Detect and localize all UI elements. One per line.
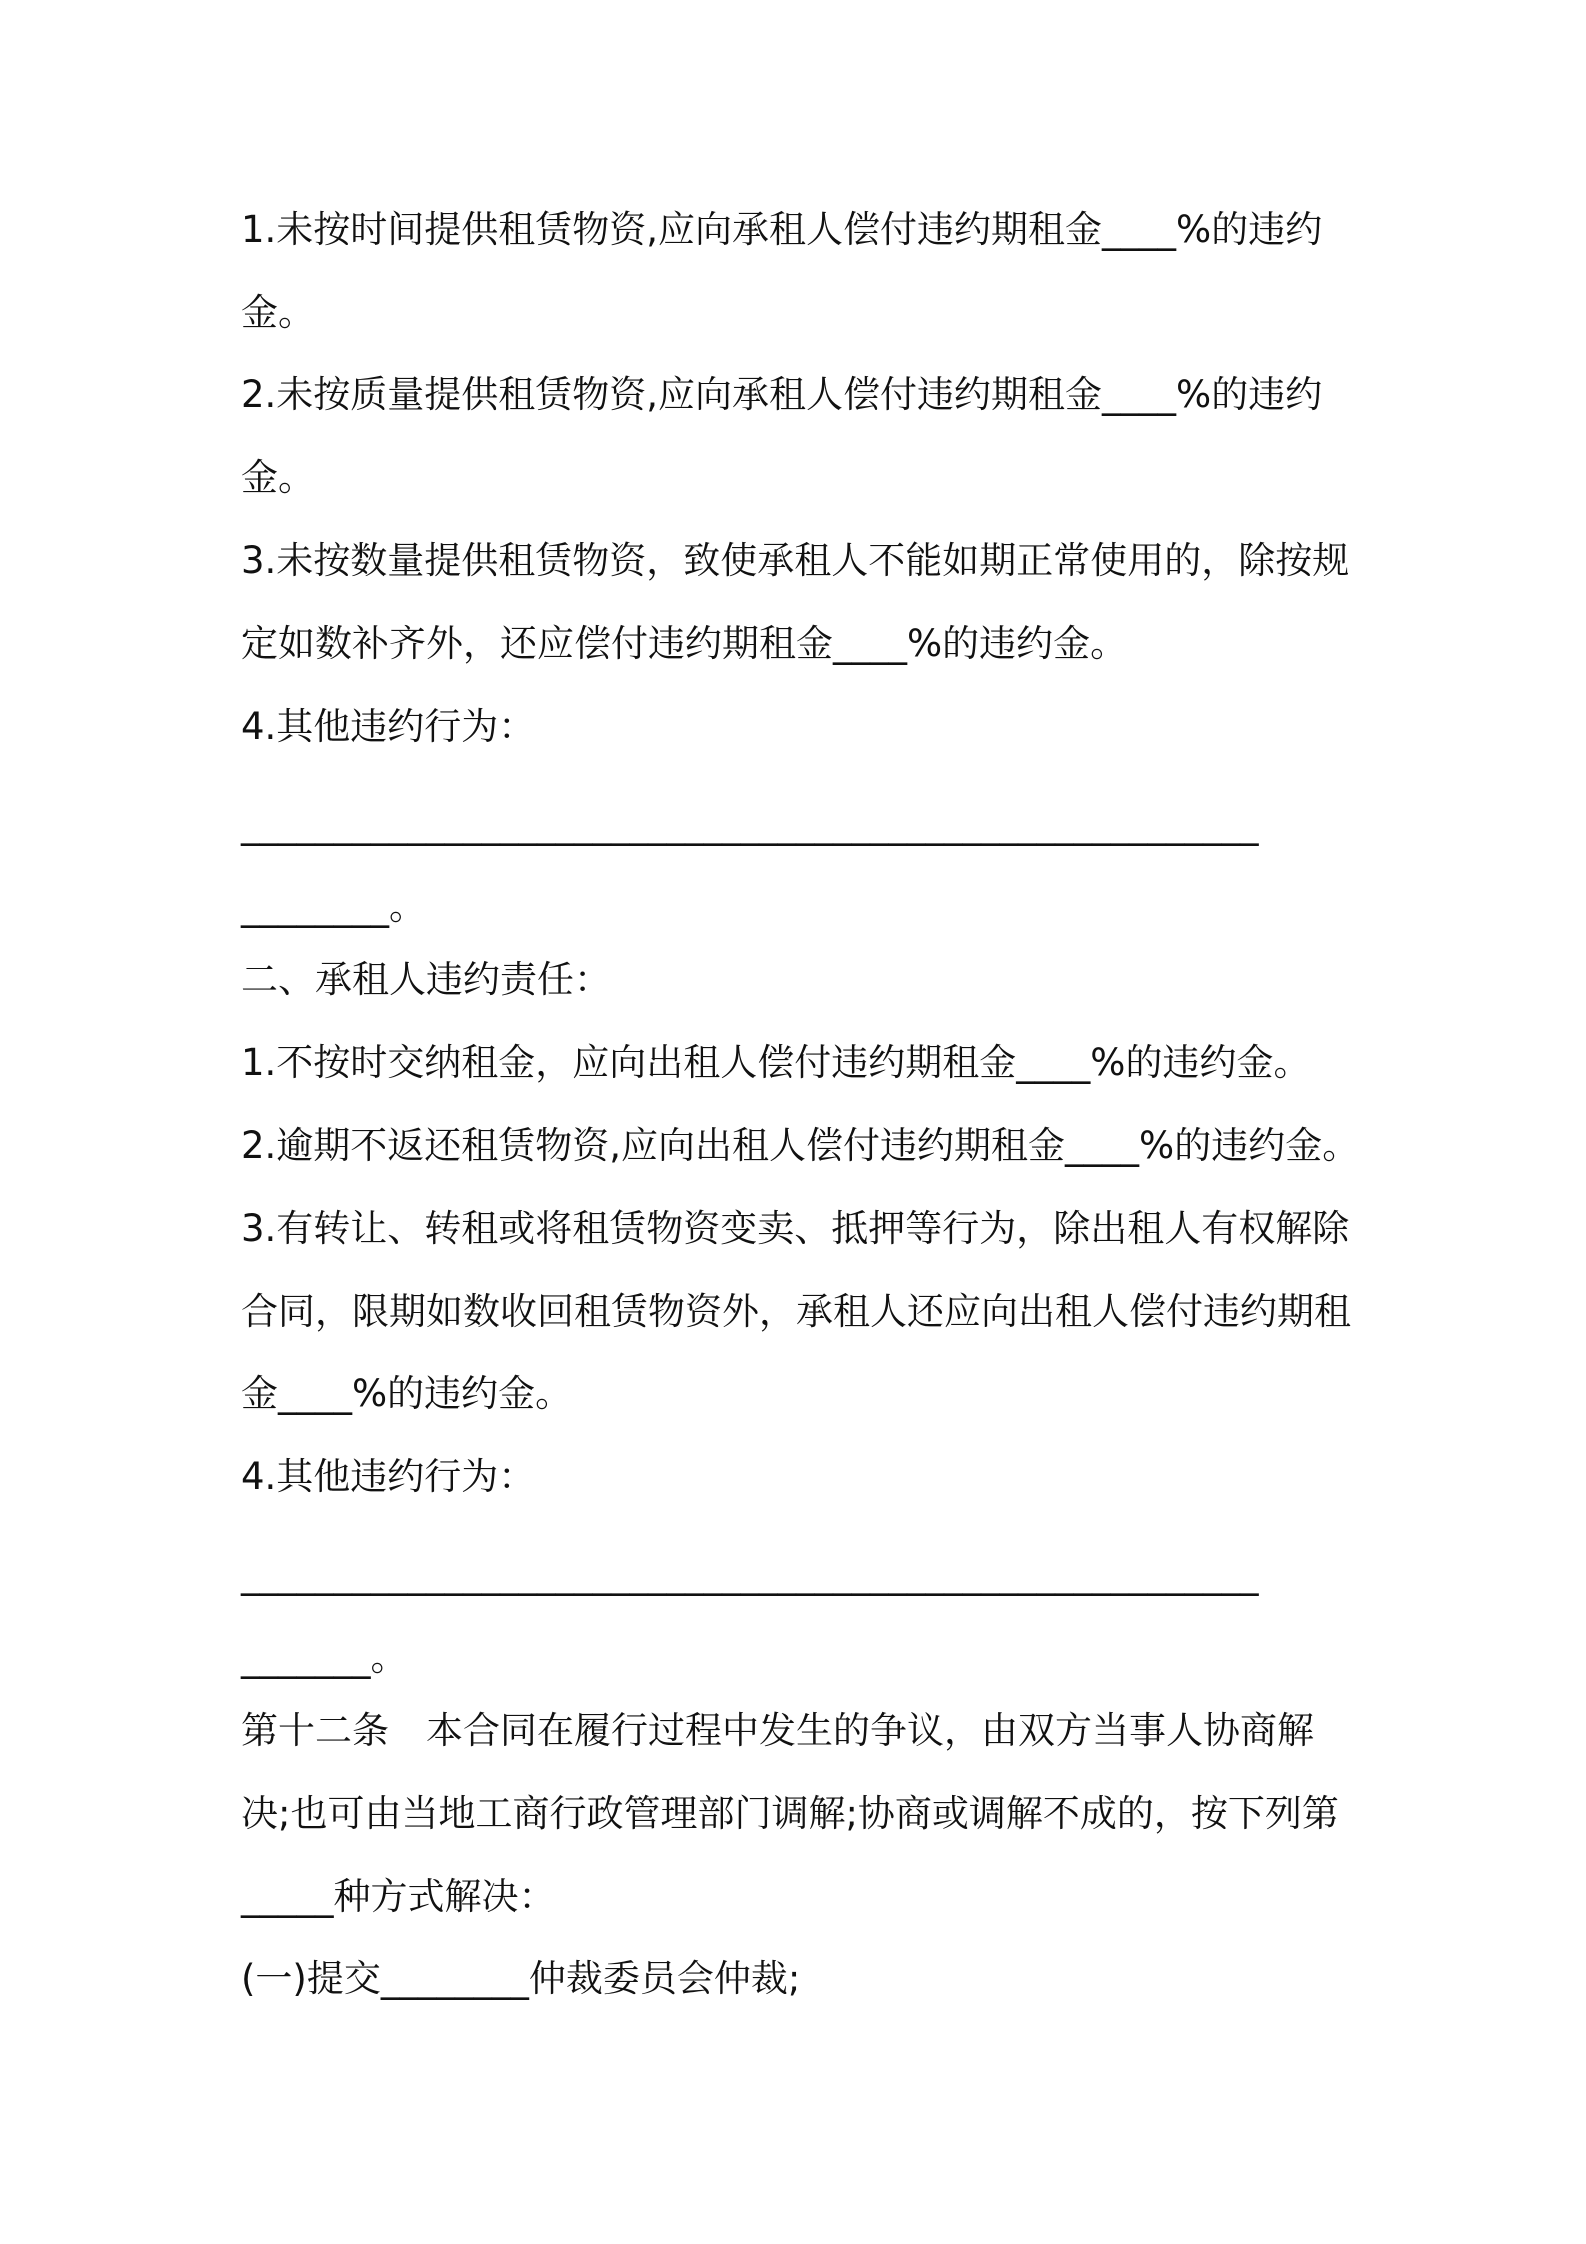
clause-line: 1.不按时交纳租金，应向出租人偿付违约期租金____%的违约金。 (241, 1041, 1311, 1084)
clause-line: 4.其他违约行为： (241, 705, 536, 748)
article-heading-line: 第十二条 本合同在履行过程中发生的争议，由双方当事人协商解 (241, 1709, 1314, 1752)
clause-line: 1.未按时间提供租赁物资,应向承租人偿付违约期租金____%的违约 (241, 208, 1323, 251)
clause-line: 2.未按质量提供租赁物资,应向承租人偿付违约期租金____%的违约 (241, 373, 1323, 416)
clause-line: 3.有转让、转租或将租赁物资变卖、抵押等行为，除出租人有权解除 (241, 1207, 1350, 1250)
clause-line: 金。 (241, 291, 315, 334)
clause-line: _____种方式解决： (241, 1875, 556, 1918)
blank-fill-line: _______________________________________________________ (241, 803, 1259, 846)
blank-fill-line: ________。 (241, 885, 426, 928)
clause-line: 3.未按数量提供租赁物资，致使承租人不能如期正常使用的，除按规 (241, 539, 1350, 582)
clause-line: (一)提交________仲裁委员会仲裁; (241, 1957, 801, 2000)
section-heading: 二、承租人违约责任： (241, 958, 611, 1001)
blank-fill-line: _______________________________________________________ (241, 1553, 1259, 1596)
clause-line: 4.其他违约行为： (241, 1455, 536, 1498)
blank-fill-line: _______。 (241, 1636, 408, 1679)
clause-line: 金。 (241, 456, 315, 499)
clause-line: 合同，限期如数收回租赁物资外，承租人还应向出租人偿付违约期租 (241, 1290, 1351, 1333)
clause-line: 金____%的违约金。 (241, 1372, 573, 1415)
clause-line: 决;也可由当地工商行政管理部门调解;协商或调解不成的，按下列第 (241, 1792, 1339, 1835)
clause-line: 定如数补齐外，还应偿付违约期租金____%的违约金。 (241, 622, 1128, 665)
clause-line: 2.逾期不返还租赁物资,应向出租人偿付违约期租金____%的违约金。 (241, 1124, 1360, 1167)
